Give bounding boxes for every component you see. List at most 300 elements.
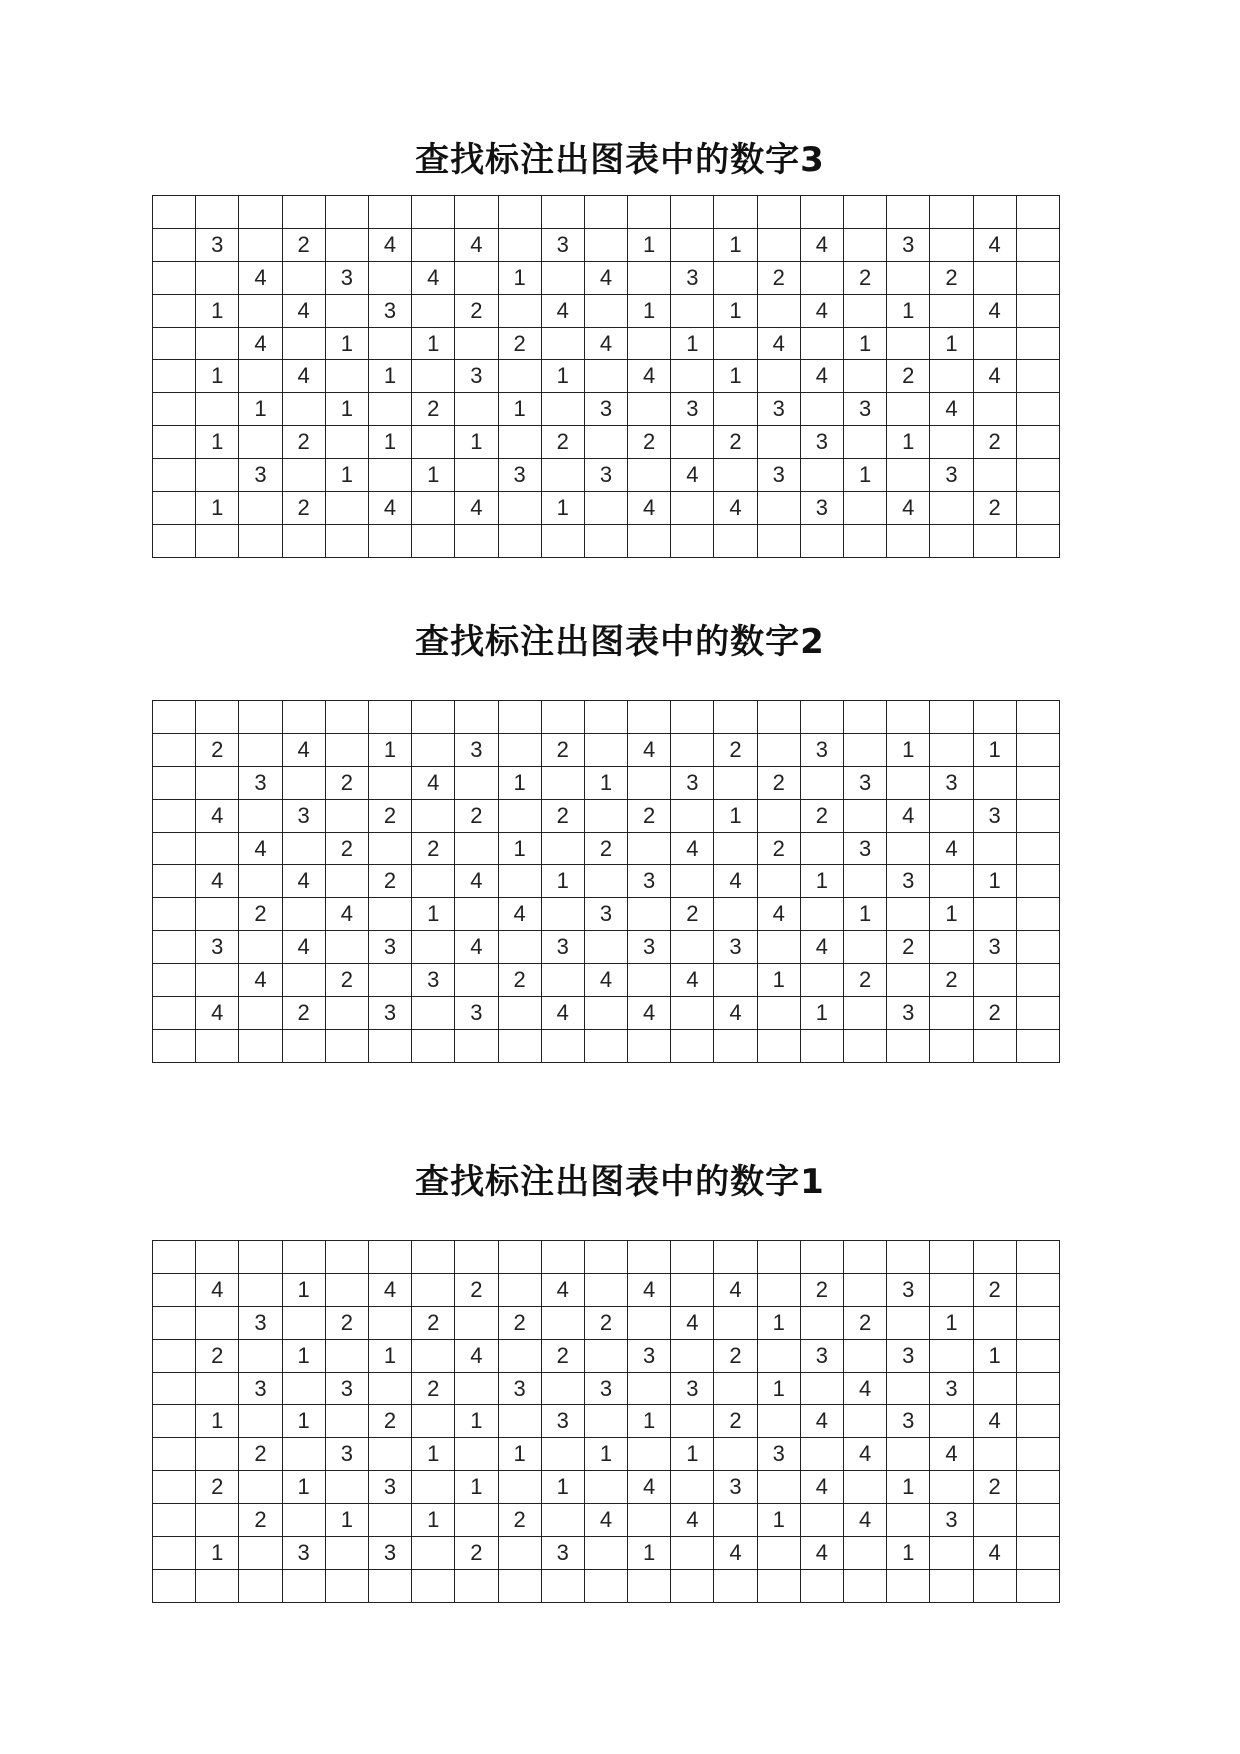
grid-cell[interactable]: 3	[541, 1537, 584, 1570]
grid-cell[interactable]	[153, 360, 196, 393]
grid-cell[interactable]	[844, 196, 887, 229]
grid-cell[interactable]	[584, 701, 627, 734]
grid-cell[interactable]	[1016, 1438, 1059, 1471]
grid-cell[interactable]	[541, 1241, 584, 1274]
grid-cell[interactable]: 3	[800, 1339, 843, 1372]
grid-cell[interactable]	[887, 196, 930, 229]
grid-cell[interactable]	[541, 1029, 584, 1062]
grid-cell[interactable]: 3	[368, 1537, 411, 1570]
grid-cell[interactable]	[930, 524, 973, 557]
grid-cell[interactable]	[844, 360, 887, 393]
grid-cell[interactable]	[800, 964, 843, 997]
grid-cell[interactable]: 4	[757, 898, 800, 931]
grid-cell[interactable]	[671, 799, 714, 832]
grid-cell[interactable]	[282, 524, 325, 557]
grid-cell[interactable]	[153, 865, 196, 898]
grid-cell[interactable]	[541, 766, 584, 799]
grid-cell[interactable]: 3	[930, 1504, 973, 1537]
grid-cell[interactable]	[757, 492, 800, 525]
grid-cell[interactable]: 1	[757, 1372, 800, 1405]
grid-cell[interactable]	[757, 1569, 800, 1602]
grid-cell[interactable]	[800, 1504, 843, 1537]
grid-cell[interactable]: 1	[239, 393, 282, 426]
grid-cell[interactable]: 3	[887, 228, 930, 261]
grid-cell[interactable]: 3	[714, 931, 757, 964]
grid-cell[interactable]: 1	[671, 1438, 714, 1471]
grid-cell[interactable]	[239, 865, 282, 898]
grid-cell[interactable]: 1	[800, 865, 843, 898]
grid-cell[interactable]: 4	[844, 1504, 887, 1537]
grid-cell[interactable]	[153, 459, 196, 492]
grid-cell[interactable]	[757, 196, 800, 229]
grid-cell[interactable]: 1	[973, 733, 1016, 766]
grid-cell[interactable]	[541, 459, 584, 492]
grid-cell[interactable]	[455, 1438, 498, 1471]
grid-cell[interactable]	[282, 327, 325, 360]
grid-cell[interactable]	[584, 1537, 627, 1570]
grid-cell[interactable]	[325, 1537, 368, 1570]
grid-cell[interactable]	[412, 701, 455, 734]
grid-cell[interactable]	[671, 931, 714, 964]
grid-cell[interactable]: 3	[412, 964, 455, 997]
grid-cell[interactable]	[498, 492, 541, 525]
grid-cell[interactable]	[1016, 1339, 1059, 1372]
grid-cell[interactable]	[930, 360, 973, 393]
grid-cell[interactable]	[628, 1372, 671, 1405]
grid-cell[interactable]	[757, 997, 800, 1030]
grid-cell[interactable]	[973, 1504, 1016, 1537]
grid-cell[interactable]: 2	[325, 1306, 368, 1339]
grid-cell[interactable]: 3	[196, 228, 239, 261]
grid-cell[interactable]	[153, 964, 196, 997]
grid-cell[interactable]	[239, 701, 282, 734]
grid-cell[interactable]	[455, 524, 498, 557]
grid-cell[interactable]	[930, 1405, 973, 1438]
grid-cell[interactable]	[584, 931, 627, 964]
grid-cell[interactable]	[368, 393, 411, 426]
grid-cell[interactable]	[498, 294, 541, 327]
grid-cell[interactable]	[1016, 360, 1059, 393]
grid-cell[interactable]	[498, 1537, 541, 1570]
grid-cell[interactable]	[973, 1241, 1016, 1274]
grid-cell[interactable]	[1016, 832, 1059, 865]
grid-cell[interactable]: 4	[844, 1438, 887, 1471]
grid-cell[interactable]: 3	[584, 393, 627, 426]
grid-cell[interactable]	[541, 393, 584, 426]
grid-cell[interactable]	[196, 1241, 239, 1274]
grid-cell[interactable]: 3	[282, 799, 325, 832]
grid-cell[interactable]	[455, 1569, 498, 1602]
grid-cell[interactable]	[153, 426, 196, 459]
grid-cell[interactable]	[671, 1405, 714, 1438]
grid-cell[interactable]	[196, 898, 239, 931]
grid-cell[interactable]: 1	[930, 327, 973, 360]
grid-cell[interactable]	[800, 459, 843, 492]
grid-cell[interactable]: 4	[887, 492, 930, 525]
grid-cell[interactable]	[412, 1405, 455, 1438]
grid-cell[interactable]	[844, 294, 887, 327]
grid-cell[interactable]	[325, 1241, 368, 1274]
grid-cell[interactable]: 4	[455, 865, 498, 898]
grid-cell[interactable]: 4	[973, 1405, 1016, 1438]
grid-cell[interactable]	[196, 964, 239, 997]
grid-cell[interactable]: 2	[973, 997, 1016, 1030]
grid-cell[interactable]: 1	[714, 799, 757, 832]
grid-cell[interactable]	[498, 360, 541, 393]
grid-cell[interactable]	[628, 1241, 671, 1274]
grid-cell[interactable]	[584, 733, 627, 766]
grid-cell[interactable]	[584, 294, 627, 327]
grid-cell[interactable]: 2	[757, 766, 800, 799]
grid-cell[interactable]	[325, 1339, 368, 1372]
grid-cell[interactable]	[325, 799, 368, 832]
grid-cell[interactable]: 4	[628, 360, 671, 393]
grid-cell[interactable]: 3	[628, 865, 671, 898]
grid-cell[interactable]	[930, 997, 973, 1030]
grid-cell[interactable]	[153, 393, 196, 426]
grid-cell[interactable]	[498, 426, 541, 459]
grid-cell[interactable]	[239, 997, 282, 1030]
grid-cell[interactable]: 2	[973, 492, 1016, 525]
grid-cell[interactable]: 3	[671, 1372, 714, 1405]
grid-cell[interactable]	[844, 865, 887, 898]
grid-cell[interactable]: 4	[368, 492, 411, 525]
grid-cell[interactable]	[412, 1029, 455, 1062]
grid-cell[interactable]: 1	[412, 1504, 455, 1537]
grid-cell[interactable]	[1016, 459, 1059, 492]
grid-cell[interactable]	[196, 1306, 239, 1339]
grid-cell[interactable]: 1	[282, 1471, 325, 1504]
grid-cell[interactable]	[671, 1339, 714, 1372]
grid-cell[interactable]	[541, 1306, 584, 1339]
grid-cell[interactable]	[239, 524, 282, 557]
grid-cell[interactable]: 2	[412, 832, 455, 865]
grid-cell[interactable]	[757, 931, 800, 964]
grid-cell[interactable]	[153, 766, 196, 799]
grid-cell[interactable]	[325, 228, 368, 261]
grid-cell[interactable]	[973, 196, 1016, 229]
grid-cell[interactable]	[412, 1339, 455, 1372]
grid-cell[interactable]	[412, 1471, 455, 1504]
grid-cell[interactable]	[930, 426, 973, 459]
grid-cell[interactable]	[800, 701, 843, 734]
grid-cell[interactable]	[455, 701, 498, 734]
grid-cell[interactable]: 1	[887, 426, 930, 459]
grid-cell[interactable]: 4	[282, 360, 325, 393]
grid-cell[interactable]	[584, 865, 627, 898]
grid-cell[interactable]	[714, 1569, 757, 1602]
grid-cell[interactable]	[973, 1438, 1016, 1471]
grid-cell[interactable]	[757, 1405, 800, 1438]
grid-cell[interactable]	[757, 1339, 800, 1372]
grid-cell[interactable]	[714, 327, 757, 360]
grid-cell[interactable]	[844, 1569, 887, 1602]
grid-cell[interactable]	[153, 931, 196, 964]
grid-cell[interactable]	[412, 294, 455, 327]
grid-cell[interactable]	[498, 1471, 541, 1504]
grid-cell[interactable]	[671, 865, 714, 898]
grid-cell[interactable]	[973, 1029, 1016, 1062]
grid-cell[interactable]: 2	[541, 426, 584, 459]
grid-cell[interactable]: 1	[325, 393, 368, 426]
grid-cell[interactable]	[455, 261, 498, 294]
grid-cell[interactable]	[282, 1504, 325, 1537]
grid-cell[interactable]	[325, 1273, 368, 1306]
grid-cell[interactable]	[455, 1504, 498, 1537]
grid-cell[interactable]: 4	[239, 832, 282, 865]
grid-cell[interactable]	[887, 261, 930, 294]
grid-cell[interactable]	[800, 1306, 843, 1339]
grid-cell[interactable]	[153, 228, 196, 261]
grid-cell[interactable]: 1	[757, 1504, 800, 1537]
grid-cell[interactable]	[541, 196, 584, 229]
grid-cell[interactable]	[757, 360, 800, 393]
grid-cell[interactable]: 1	[196, 492, 239, 525]
grid-cell[interactable]: 1	[973, 865, 1016, 898]
grid-cell[interactable]	[800, 1029, 843, 1062]
grid-cell[interactable]: 1	[325, 459, 368, 492]
grid-cell[interactable]	[628, 1504, 671, 1537]
grid-cell[interactable]: 3	[196, 931, 239, 964]
grid-cell[interactable]	[153, 1438, 196, 1471]
grid-cell[interactable]: 2	[714, 1339, 757, 1372]
grid-cell[interactable]: 4	[239, 964, 282, 997]
grid-cell[interactable]: 1	[455, 1405, 498, 1438]
grid-cell[interactable]: 4	[584, 327, 627, 360]
grid-cell[interactable]	[239, 1339, 282, 1372]
grid-cell[interactable]: 3	[628, 1339, 671, 1372]
grid-cell[interactable]	[887, 766, 930, 799]
grid-cell[interactable]: 4	[282, 733, 325, 766]
grid-cell[interactable]: 1	[671, 327, 714, 360]
grid-cell[interactable]: 4	[455, 1339, 498, 1372]
grid-cell[interactable]	[800, 898, 843, 931]
grid-cell[interactable]	[498, 524, 541, 557]
grid-cell[interactable]: 4	[455, 931, 498, 964]
grid-cell[interactable]	[368, 701, 411, 734]
grid-cell[interactable]: 4	[887, 799, 930, 832]
grid-cell[interactable]	[325, 1569, 368, 1602]
grid-cell[interactable]: 1	[844, 898, 887, 931]
grid-cell[interactable]: 4	[671, 964, 714, 997]
grid-cell[interactable]	[1016, 1537, 1059, 1570]
grid-cell[interactable]	[1016, 865, 1059, 898]
grid-cell[interactable]	[325, 196, 368, 229]
grid-cell[interactable]: 2	[282, 228, 325, 261]
grid-cell[interactable]	[325, 426, 368, 459]
grid-cell[interactable]	[671, 1537, 714, 1570]
grid-cell[interactable]	[325, 865, 368, 898]
grid-cell[interactable]	[196, 832, 239, 865]
grid-cell[interactable]	[412, 1569, 455, 1602]
grid-cell[interactable]: 4	[239, 327, 282, 360]
grid-cell[interactable]: 1	[628, 228, 671, 261]
grid-cell[interactable]: 2	[325, 766, 368, 799]
grid-cell[interactable]	[196, 766, 239, 799]
grid-cell[interactable]	[930, 294, 973, 327]
grid-cell[interactable]	[412, 865, 455, 898]
grid-cell[interactable]: 3	[628, 931, 671, 964]
grid-cell[interactable]	[714, 524, 757, 557]
grid-cell[interactable]: 4	[239, 261, 282, 294]
grid-cell[interactable]: 2	[196, 733, 239, 766]
grid-cell[interactable]	[412, 931, 455, 964]
grid-cell[interactable]	[412, 492, 455, 525]
grid-cell[interactable]	[196, 1504, 239, 1537]
grid-cell[interactable]: 3	[671, 766, 714, 799]
grid-cell[interactable]	[368, 1372, 411, 1405]
grid-cell[interactable]	[671, 997, 714, 1030]
grid-cell[interactable]: 4	[628, 997, 671, 1030]
grid-cell[interactable]: 2	[714, 733, 757, 766]
grid-cell[interactable]	[1016, 733, 1059, 766]
grid-cell[interactable]	[282, 1569, 325, 1602]
grid-cell[interactable]	[844, 1241, 887, 1274]
grid-cell[interactable]: 1	[973, 1339, 1016, 1372]
grid-cell[interactable]: 2	[325, 832, 368, 865]
grid-cell[interactable]	[757, 524, 800, 557]
grid-cell[interactable]	[455, 1029, 498, 1062]
grid-cell[interactable]: 1	[498, 261, 541, 294]
grid-cell[interactable]: 4	[196, 799, 239, 832]
grid-cell[interactable]: 1	[196, 360, 239, 393]
grid-cell[interactable]: 1	[455, 426, 498, 459]
grid-cell[interactable]	[498, 1241, 541, 1274]
grid-cell[interactable]	[844, 228, 887, 261]
grid-cell[interactable]	[671, 228, 714, 261]
grid-cell[interactable]: 2	[498, 1504, 541, 1537]
grid-cell[interactable]: 2	[541, 733, 584, 766]
grid-cell[interactable]	[887, 459, 930, 492]
grid-cell[interactable]: 3	[930, 459, 973, 492]
grid-cell[interactable]	[584, 1569, 627, 1602]
grid-cell[interactable]	[282, 1241, 325, 1274]
grid-cell[interactable]: 3	[368, 294, 411, 327]
grid-cell[interactable]: 2	[455, 1273, 498, 1306]
grid-cell[interactable]	[1016, 1372, 1059, 1405]
grid-cell[interactable]	[1016, 799, 1059, 832]
grid-cell[interactable]: 2	[800, 1273, 843, 1306]
grid-cell[interactable]: 2	[412, 1372, 455, 1405]
grid-cell[interactable]: 4	[282, 865, 325, 898]
grid-cell[interactable]	[325, 360, 368, 393]
grid-cell[interactable]	[584, 1241, 627, 1274]
grid-cell[interactable]	[1016, 1306, 1059, 1339]
grid-cell[interactable]	[412, 997, 455, 1030]
grid-cell[interactable]	[800, 766, 843, 799]
grid-cell[interactable]	[1016, 228, 1059, 261]
grid-cell[interactable]	[325, 997, 368, 1030]
grid-cell[interactable]: 3	[671, 261, 714, 294]
grid-cell[interactable]	[671, 294, 714, 327]
grid-cell[interactable]	[757, 1537, 800, 1570]
grid-cell[interactable]	[714, 196, 757, 229]
grid-cell[interactable]	[973, 964, 1016, 997]
grid-cell[interactable]	[1016, 492, 1059, 525]
grid-cell[interactable]	[887, 1241, 930, 1274]
grid-cell[interactable]: 2	[844, 1306, 887, 1339]
grid-cell[interactable]	[325, 1471, 368, 1504]
grid-cell[interactable]: 4	[800, 1537, 843, 1570]
grid-cell[interactable]	[757, 1029, 800, 1062]
grid-cell[interactable]	[628, 898, 671, 931]
grid-cell[interactable]	[844, 1405, 887, 1438]
grid-cell[interactable]	[282, 832, 325, 865]
grid-cell[interactable]	[844, 701, 887, 734]
grid-cell[interactable]	[282, 393, 325, 426]
grid-cell[interactable]: 4	[930, 832, 973, 865]
grid-cell[interactable]: 2	[628, 426, 671, 459]
grid-cell[interactable]	[930, 1569, 973, 1602]
grid-cell[interactable]	[325, 701, 368, 734]
grid-cell[interactable]: 2	[498, 1306, 541, 1339]
grid-cell[interactable]	[973, 898, 1016, 931]
grid-cell[interactable]	[368, 964, 411, 997]
grid-cell[interactable]	[671, 1471, 714, 1504]
grid-cell[interactable]	[800, 832, 843, 865]
grid-cell[interactable]: 3	[887, 997, 930, 1030]
grid-cell[interactable]: 2	[455, 294, 498, 327]
grid-cell[interactable]	[584, 1471, 627, 1504]
grid-cell[interactable]	[757, 1273, 800, 1306]
grid-cell[interactable]: 3	[973, 799, 1016, 832]
grid-cell[interactable]	[153, 898, 196, 931]
grid-cell[interactable]	[584, 492, 627, 525]
grid-cell[interactable]: 2	[844, 964, 887, 997]
grid-cell[interactable]: 4	[541, 294, 584, 327]
grid-cell[interactable]	[973, 393, 1016, 426]
grid-cell[interactable]: 2	[757, 832, 800, 865]
grid-cell[interactable]: 2	[325, 964, 368, 997]
grid-cell[interactable]: 2	[239, 1438, 282, 1471]
grid-cell[interactable]: 1	[541, 865, 584, 898]
grid-cell[interactable]: 2	[541, 799, 584, 832]
grid-cell[interactable]: 3	[800, 426, 843, 459]
grid-cell[interactable]	[887, 964, 930, 997]
grid-cell[interactable]: 2	[584, 832, 627, 865]
grid-cell[interactable]	[671, 360, 714, 393]
grid-cell[interactable]: 4	[714, 492, 757, 525]
grid-cell[interactable]	[239, 360, 282, 393]
grid-cell[interactable]: 3	[671, 393, 714, 426]
grid-cell[interactable]: 3	[368, 931, 411, 964]
grid-cell[interactable]: 1	[282, 1339, 325, 1372]
grid-cell[interactable]	[930, 196, 973, 229]
grid-cell[interactable]	[153, 1273, 196, 1306]
grid-cell[interactable]	[973, 832, 1016, 865]
grid-cell[interactable]: 1	[930, 1306, 973, 1339]
grid-cell[interactable]: 3	[844, 766, 887, 799]
grid-cell[interactable]: 4	[584, 1504, 627, 1537]
grid-cell[interactable]: 3	[455, 360, 498, 393]
grid-cell[interactable]	[153, 1569, 196, 1602]
grid-cell[interactable]	[671, 492, 714, 525]
grid-cell[interactable]	[153, 1241, 196, 1274]
grid-cell[interactable]	[887, 327, 930, 360]
grid-cell[interactable]: 3	[757, 459, 800, 492]
grid-cell[interactable]	[930, 931, 973, 964]
grid-cell[interactable]	[368, 1569, 411, 1602]
grid-cell[interactable]	[930, 701, 973, 734]
grid-cell[interactable]	[239, 1537, 282, 1570]
grid-cell[interactable]: 2	[714, 1405, 757, 1438]
grid-cell[interactable]	[282, 898, 325, 931]
grid-cell[interactable]	[887, 1569, 930, 1602]
grid-cell[interactable]	[930, 799, 973, 832]
grid-cell[interactable]	[541, 1504, 584, 1537]
grid-cell[interactable]	[541, 1372, 584, 1405]
grid-cell[interactable]	[714, 459, 757, 492]
